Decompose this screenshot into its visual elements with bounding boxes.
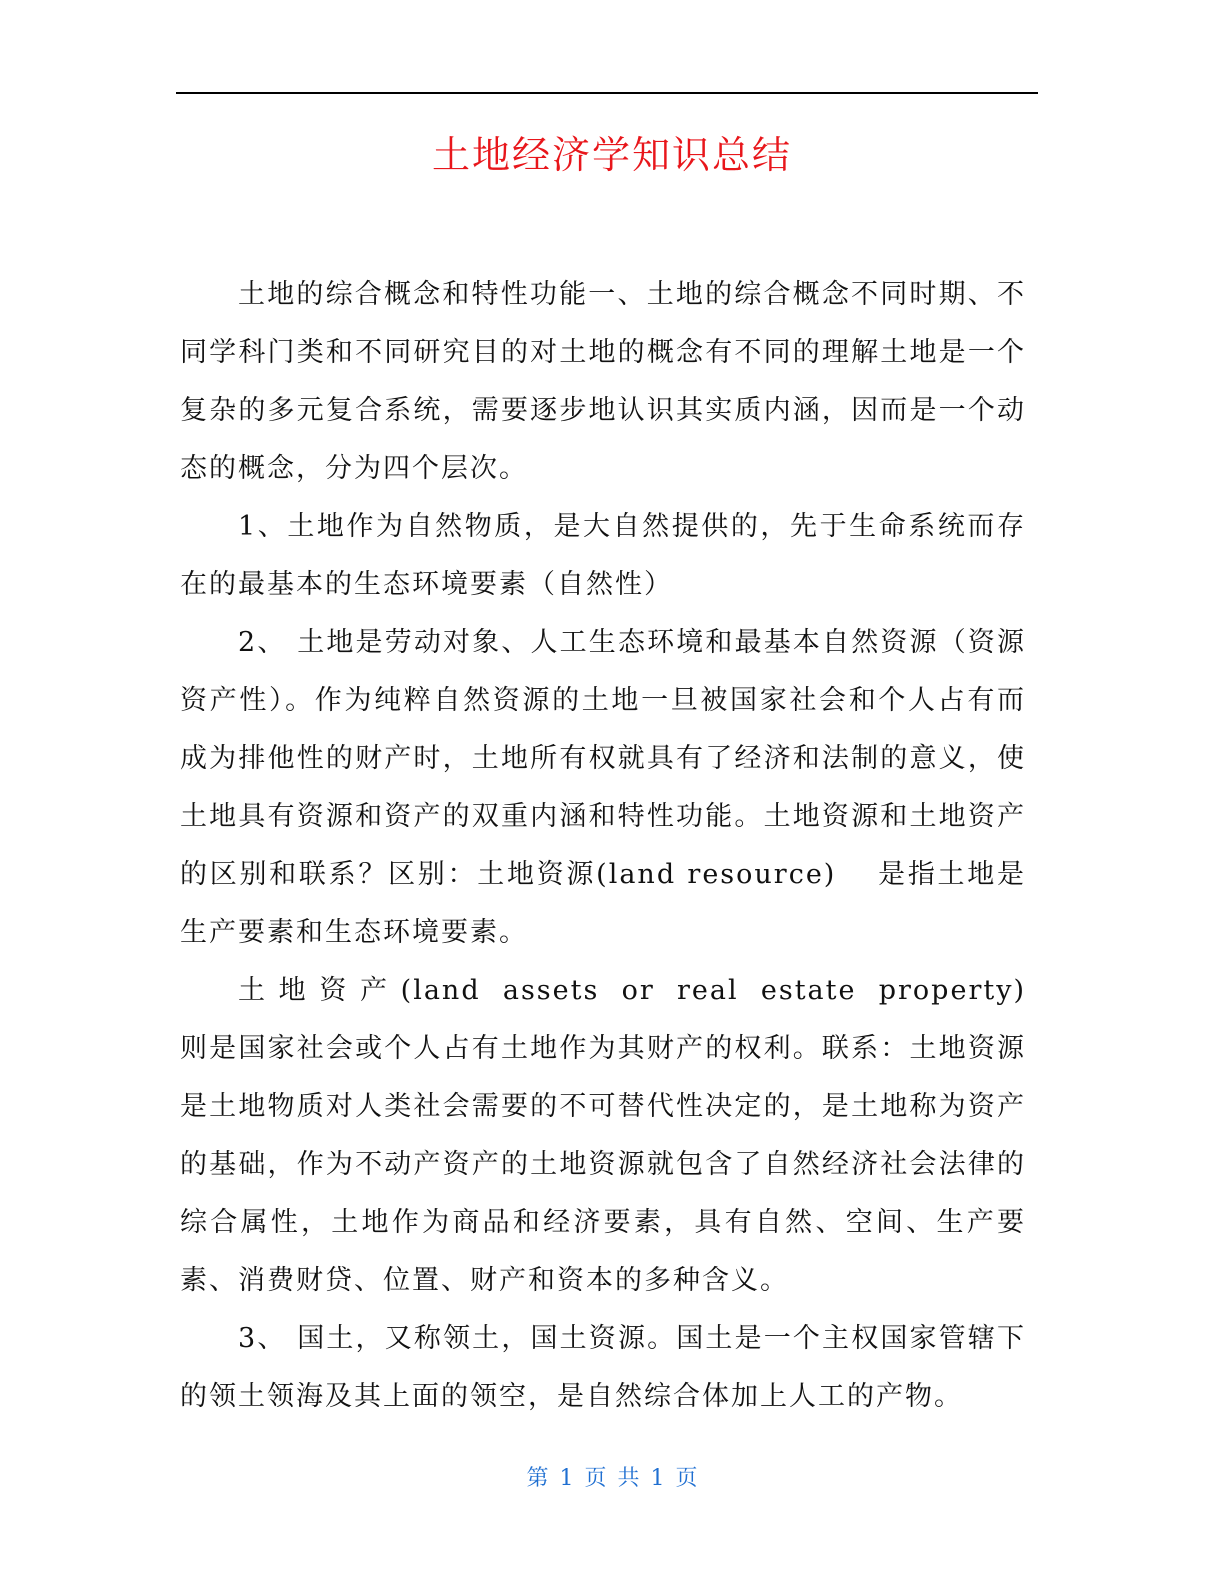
header-rule — [176, 92, 1038, 94]
document-body — [180, 266, 1142, 1426]
page-number-footer: 第 1 页 共 1 页 — [526, 1466, 698, 1491]
document-title: 土地经济学知识总结 — [431, 133, 792, 177]
paragraph-point-1: 1、土地作为自然物质，是大自然提供的，先于生命系统而存在的最基本的生态环境要素（自然性） — [180, 511, 1026, 600]
paragraph-point-3: 3、 国土，又称领土，国土资源。国土是一个主权国家管辖下的领土领海及其上面的领空，是自然综合体加上人工的产物。 — [180, 1323, 1026, 1412]
paragraph-point-2: 2、 土地是劳动对象、人工生态环境和最基本自然资源（资源资产性）。作为纯粹自然资源的土地一旦被国家社会和个人占有而成为排他性的财产时，土地所有权就具有了经济和法制的意义，使土地具有资源和资产的双重内涵和特性功能。土地资源和土地资产的区别和联系？区别：土地资源(land resource) 是指土地是生产要素和生态环境要素。 — [180, 627, 1026, 948]
paragraph-land-assets: 土地资产(land assets or real estate property) 则是国家社会或个人占有土地作为其财产的权利。联系：土地资源是土地物质对人类社会需要的不可替代性决定的，是土地称为资产的基础，作为不动产资产的土地资源就包含了自然经济社会法律的综合属性，土地作为商品和经济要素，具有自然、空间、生产要素、消费财贷、位置、财产和资本的多种含义。 — [180, 975, 1142, 1296]
paragraph-intro: 土地的综合概念和特性功能一、土地的综合概念不同时期、不同学科门类和不同研究目的对土地的概念有不同的理解土地是一个复杂的多元复合系统，需要逐步地认识其实质内涵，因而是一个动态的概念，分为四个层次。 — [180, 279, 1026, 484]
